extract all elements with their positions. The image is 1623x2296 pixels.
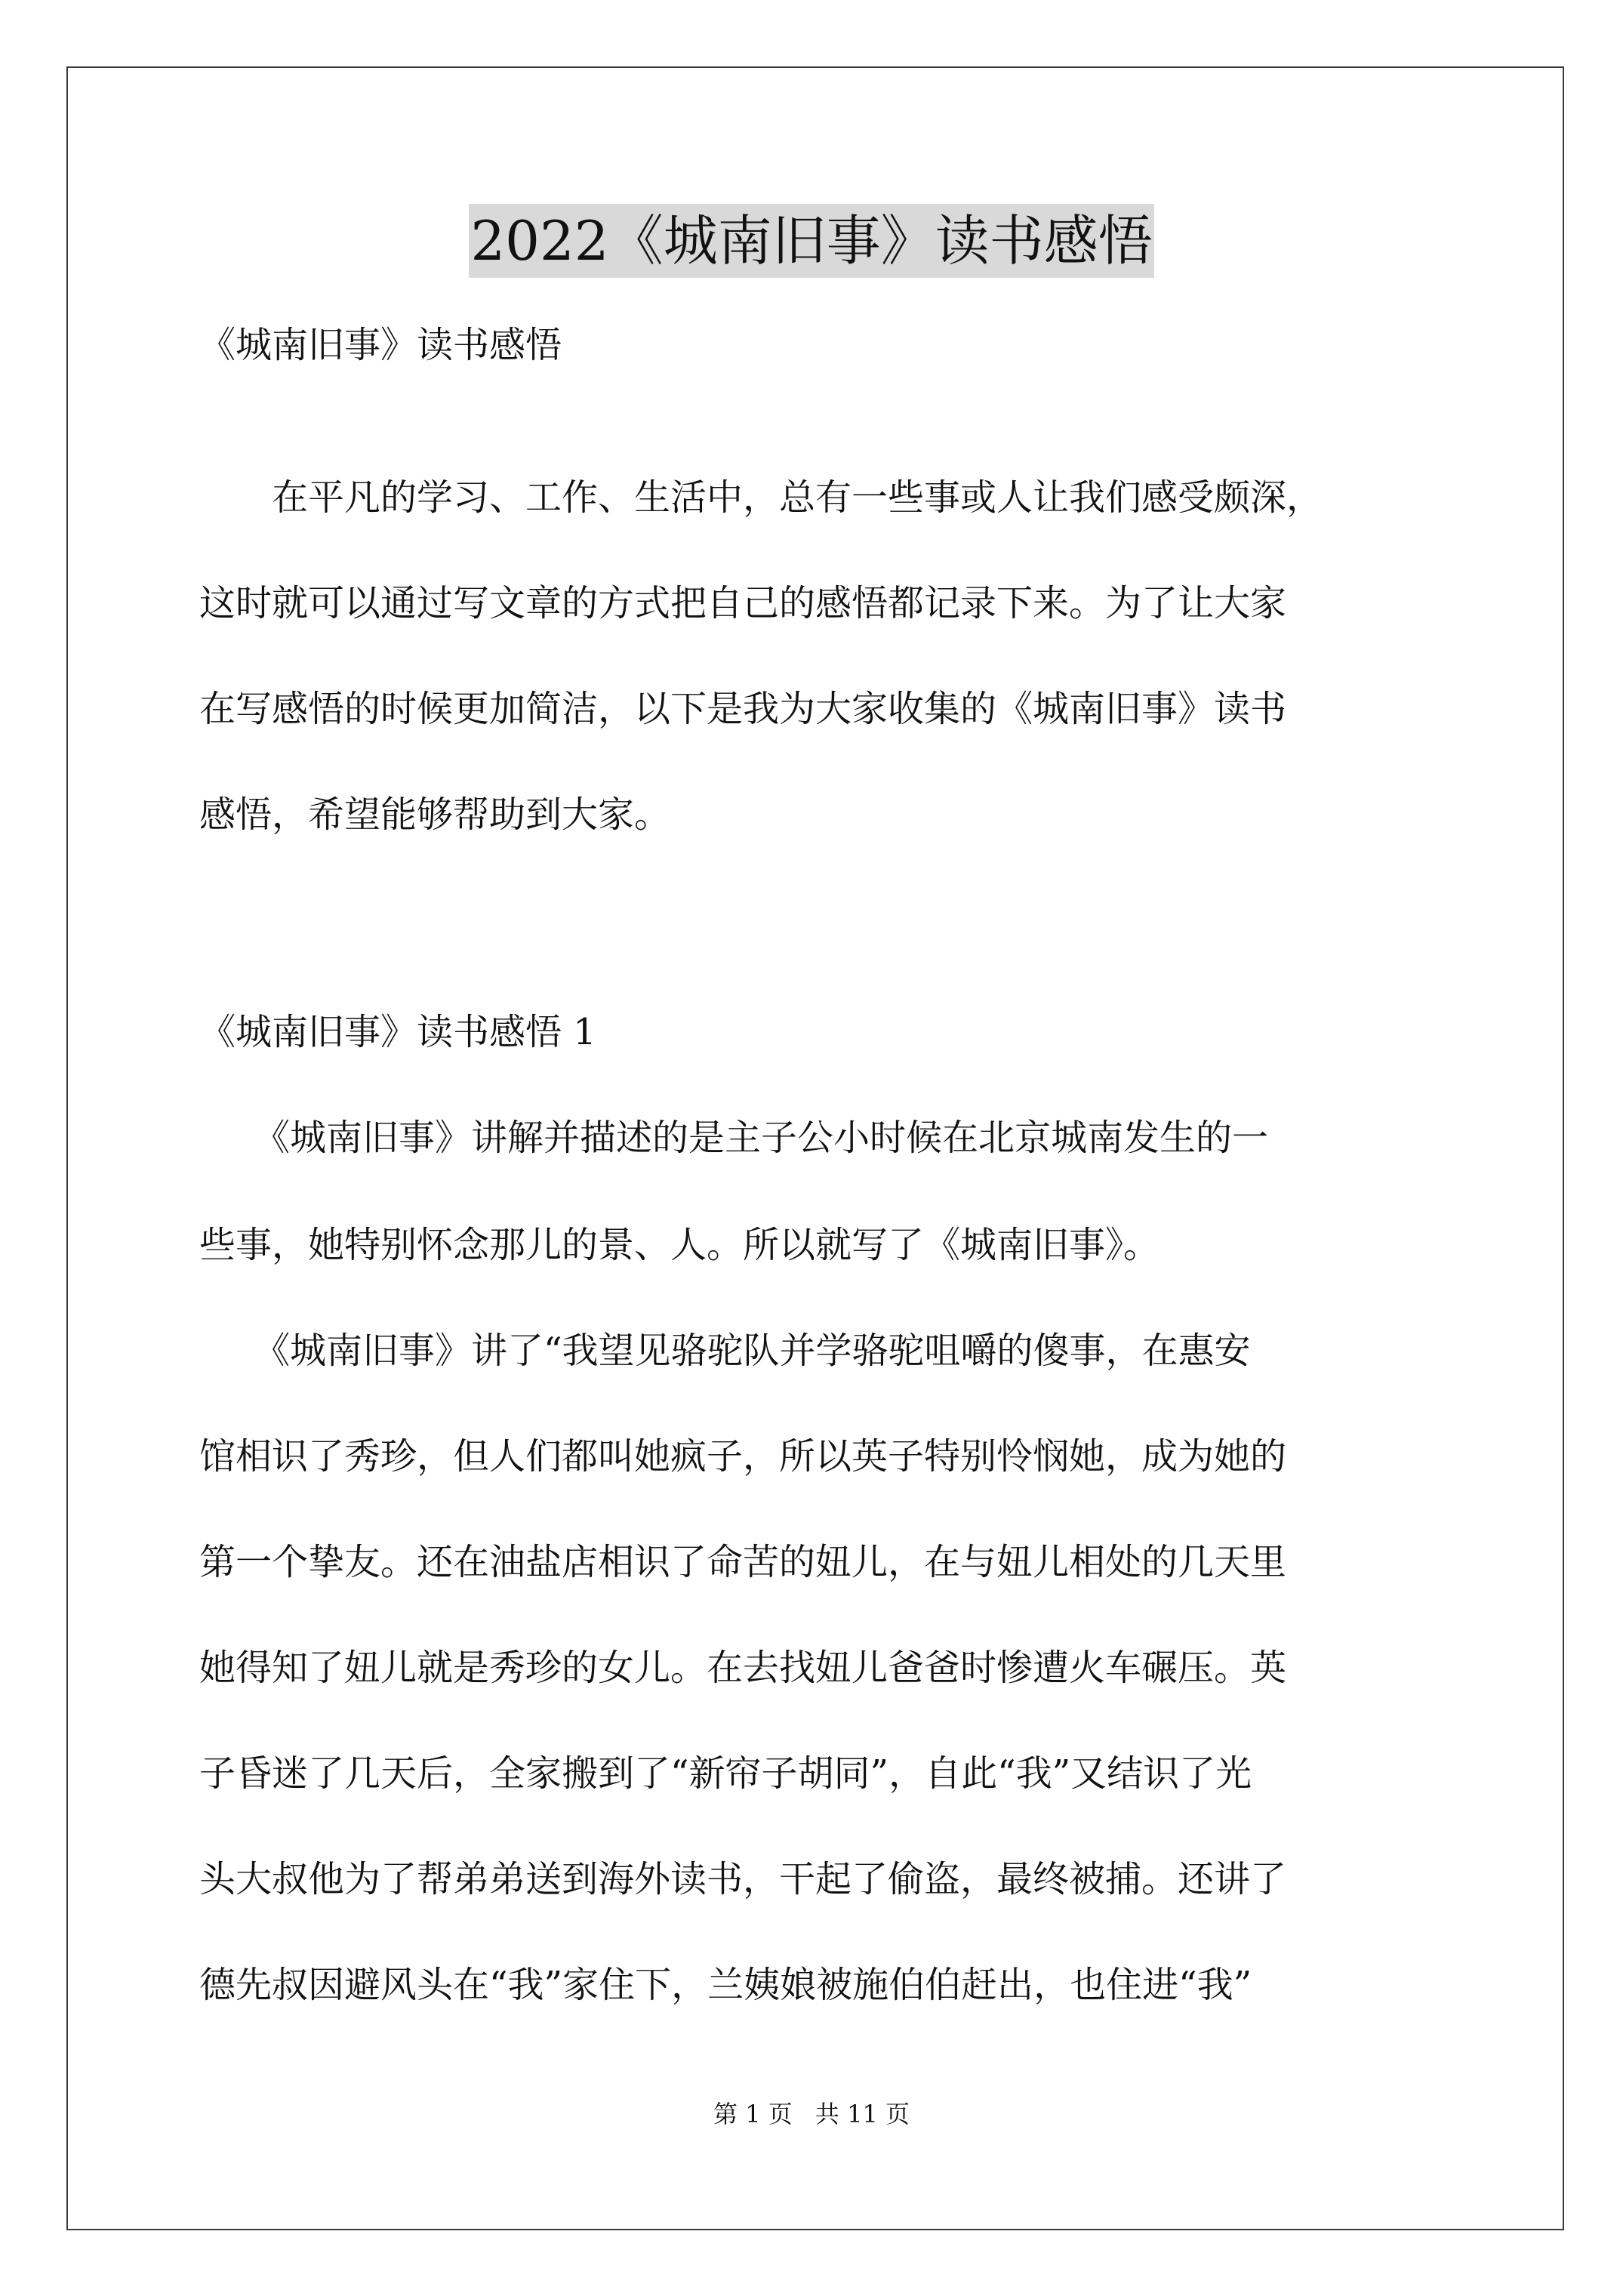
text-line: 她得知了妞儿就是秀珍的女儿。在去找妞儿爸爸时惨遭火车碾压。英 bbox=[199, 1647, 1287, 1689]
text-line: 子昏迷了几天后，全家搬到了“新帘子胡同”，自此“我”又结识了光 bbox=[199, 1752, 1252, 1795]
text-line: 在写感悟的时候更加简洁，以下是我为大家收集的《城南旧事》读书 bbox=[199, 688, 1287, 730]
text-line: 头大叔他为了帮弟弟送到海外读书，干起了偷盗，最终被捕。还讲了 bbox=[199, 1858, 1287, 1900]
section-heading: 《城南旧事》读书感悟 1 bbox=[199, 1011, 596, 1053]
text-line: 感悟，希望能够帮助到大家。 bbox=[199, 794, 671, 836]
text-line: 馆相识了秀珍，但人们都叫她疯子，所以英子特别怜悯她，成为她的 bbox=[199, 1435, 1287, 1478]
title-container bbox=[0, 204, 1623, 278]
text-line: 德先叔因避风头在“我”家住下，兰姨娘被施伯伯赶出，也住进“我” bbox=[199, 1964, 1252, 2006]
text-line: 这时就可以通过写文章的方式把自己的感悟都记录下来。为了让大家 bbox=[199, 582, 1287, 624]
page-footer bbox=[0, 2095, 1623, 2130]
page-total: 共 11 页 bbox=[815, 2100, 910, 2128]
document-title: 2022《城南旧事》读书感悟 bbox=[469, 204, 1153, 278]
page-number: 第 1 页 bbox=[713, 2100, 793, 2128]
text-line: 《城南旧事》讲解并描述的是主子公小时候在北京城南发生的一 bbox=[199, 1117, 1269, 1159]
text-line: 《城南旧事》讲了“我望见骆驼队并学骆驼咀嚼的傻事，在惠安 bbox=[199, 1330, 1251, 1372]
text-line: 第一个挚友。还在油盐店相识了命苦的妞儿，在与妞儿相处的几天里 bbox=[199, 1541, 1287, 1583]
text-line: 些事，她特别怀念那儿的景、人。所以就写了《城南旧事》。 bbox=[199, 1224, 1160, 1266]
text-line: 在平凡的学习、工作、生活中，总有一些事或人让我们感受颇深， bbox=[199, 476, 1323, 519]
subtitle-line: 《城南旧事》读书感悟 bbox=[199, 324, 562, 366]
